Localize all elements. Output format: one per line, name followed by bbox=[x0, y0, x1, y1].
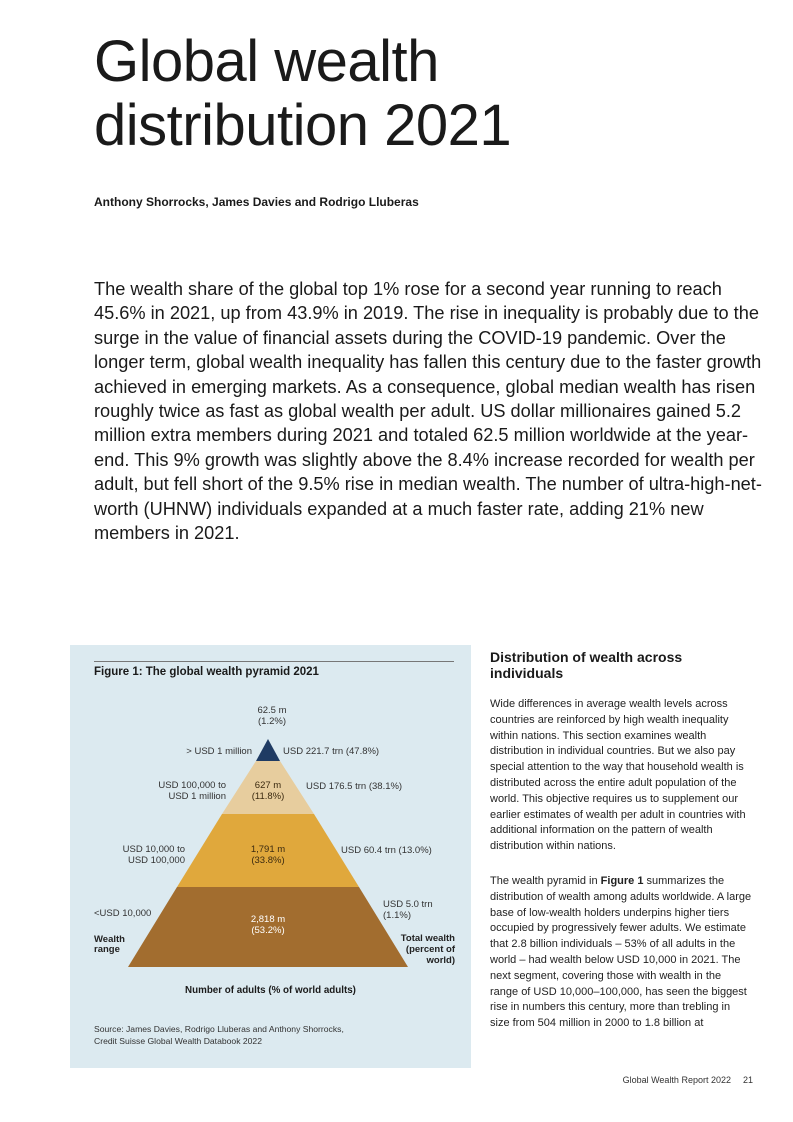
wealth-range-label-line-1: Wealth bbox=[94, 934, 125, 945]
footer-report-name: Global Wealth Report 2022 bbox=[622, 1075, 731, 1085]
body-paragraph-2 bbox=[490, 874, 752, 1032]
tier-4-adults: 2,818 m bbox=[250, 914, 286, 925]
page-title-line-2: distribution 2021 bbox=[94, 93, 512, 158]
page-footer bbox=[611, 1075, 753, 1085]
tier-1-adults-pct: (1.2%) bbox=[258, 716, 286, 727]
total-wealth-label-line-3: world) bbox=[426, 955, 455, 966]
lead-paragraph: The wealth share of the global top 1% rose for a second year running to reach 45.6% in 2021, up from 43.9% in 2019. The rise in inequality is probably due to the surge in the value of financial assets during the COVID-19 pandemic. Over the longer term, global wealth inequality has fallen this century due to the faster growth achieved in emerging markets. As a consequence, global median wealth has risen roughly twice as fast as global wealth per adult. US dollar millionaires gained 5.2 million extra members during 2021 and totaled 62.5 million worldwide at the year-end. This 9% growth was slightly above the 8.4% increase recorded for wealth per adult, but fell short of the 9.5% rise in median wealth. The number of ultra-high-net-worth (UHNW) individuals expanded at a much faster rate, adding 21% new members in 2021. bbox=[94, 279, 762, 544]
figure-source-line-2: Credit Suisse Global Wealth Databook 2022 bbox=[94, 1036, 262, 1046]
tier-2-range-line-1: USD 100,000 to bbox=[158, 780, 226, 791]
tier-1-adults: 62.5 m bbox=[257, 705, 287, 716]
figure-source-line-1: Source: James Davies, Rodrigo Lluberas and Anthony Shorrocks, bbox=[94, 1024, 344, 1034]
tier-4-wealth-line-2: (1.1%) bbox=[383, 910, 411, 921]
wealth-pyramid bbox=[70, 645, 471, 1068]
tier-2-adults-pct: (11.8%) bbox=[251, 791, 285, 802]
pyramid-tier-top bbox=[256, 739, 280, 761]
tier-1-wealth: USD 221.7 trn (47.8%) bbox=[283, 746, 380, 757]
wealth-range-label-line-2: range bbox=[94, 944, 120, 955]
total-wealth-label-line-1: Total wealth bbox=[400, 933, 455, 944]
body-paragraph-1: Wide differences in average wealth levels across countries are reinforced by high wealth inequality within nations. This section examines wealth distribution in individual countries. But we also pay special attention to the way that household wealth is distributed across the entire adult population of the world. This objective requires us to supplement our earlier estimates of wealth per adult in countries with additional information on the pattern of wealth distribution within nations. bbox=[490, 698, 746, 853]
tier-3-wealth: USD 60.4 trn (13.0%) bbox=[341, 845, 432, 856]
page-title-line-1: Global wealth bbox=[94, 29, 439, 94]
body-paragraph-2-rest: summarizes the distribution of wealth among adults worldwide. A large base of low-wealth holders underpins higher tiers occupied by progressively fewer adults. We estimate that 2.8 billion individuals – 53% of all adults in the world – had wealth below USD 10,000 in 2021. The next segment, covering those with wealth in the range of USD 10,000–100,000, has seen the biggest rise in numbers this century, more than trebling in size from 504 million in 2000 to 1.8 billion at bbox=[490, 875, 752, 1030]
figure-reference: Figure 1 bbox=[600, 875, 644, 887]
body-paragraph-2-start: The wealth pyramid in bbox=[490, 875, 601, 887]
tier-4-range: <USD 10,000 bbox=[94, 908, 152, 919]
figure-panel bbox=[70, 645, 471, 1068]
section-heading: Distribution of wealth across individuals bbox=[490, 649, 683, 681]
page-title bbox=[94, 30, 734, 158]
tier-1-range: > USD 1 million bbox=[186, 746, 252, 757]
tier-2-wealth: USD 176.5 trn (38.1%) bbox=[306, 781, 403, 792]
tier-3-range-line-2: USD 100,000 bbox=[127, 855, 185, 866]
tier-4-adults-pct: (53.2%) bbox=[251, 925, 285, 936]
figure-source bbox=[94, 1023, 394, 1047]
figure-title: Figure 1: The global wealth pyramid 2021 bbox=[94, 666, 319, 678]
figure-x-axis-label: Number of adults (% of world adults) bbox=[185, 985, 356, 996]
tier-3-adults: 1,791 m bbox=[250, 844, 286, 855]
tier-3-range-line-1: USD 10,000 to bbox=[122, 844, 185, 855]
tier-4-wealth-line-1: USD 5.0 trn bbox=[383, 899, 433, 910]
tier-2-range-line-2: USD 1 million bbox=[168, 791, 226, 802]
authors: Anthony Shorrocks, James Davies and Rodrigo Lluberas bbox=[94, 195, 419, 209]
tier-3-adults-pct: (33.8%) bbox=[251, 855, 285, 866]
page-number: 21 bbox=[742, 1075, 753, 1085]
total-wealth-label-line-2: (percent of bbox=[405, 944, 455, 955]
tier-2-adults: 627 m bbox=[254, 780, 282, 791]
